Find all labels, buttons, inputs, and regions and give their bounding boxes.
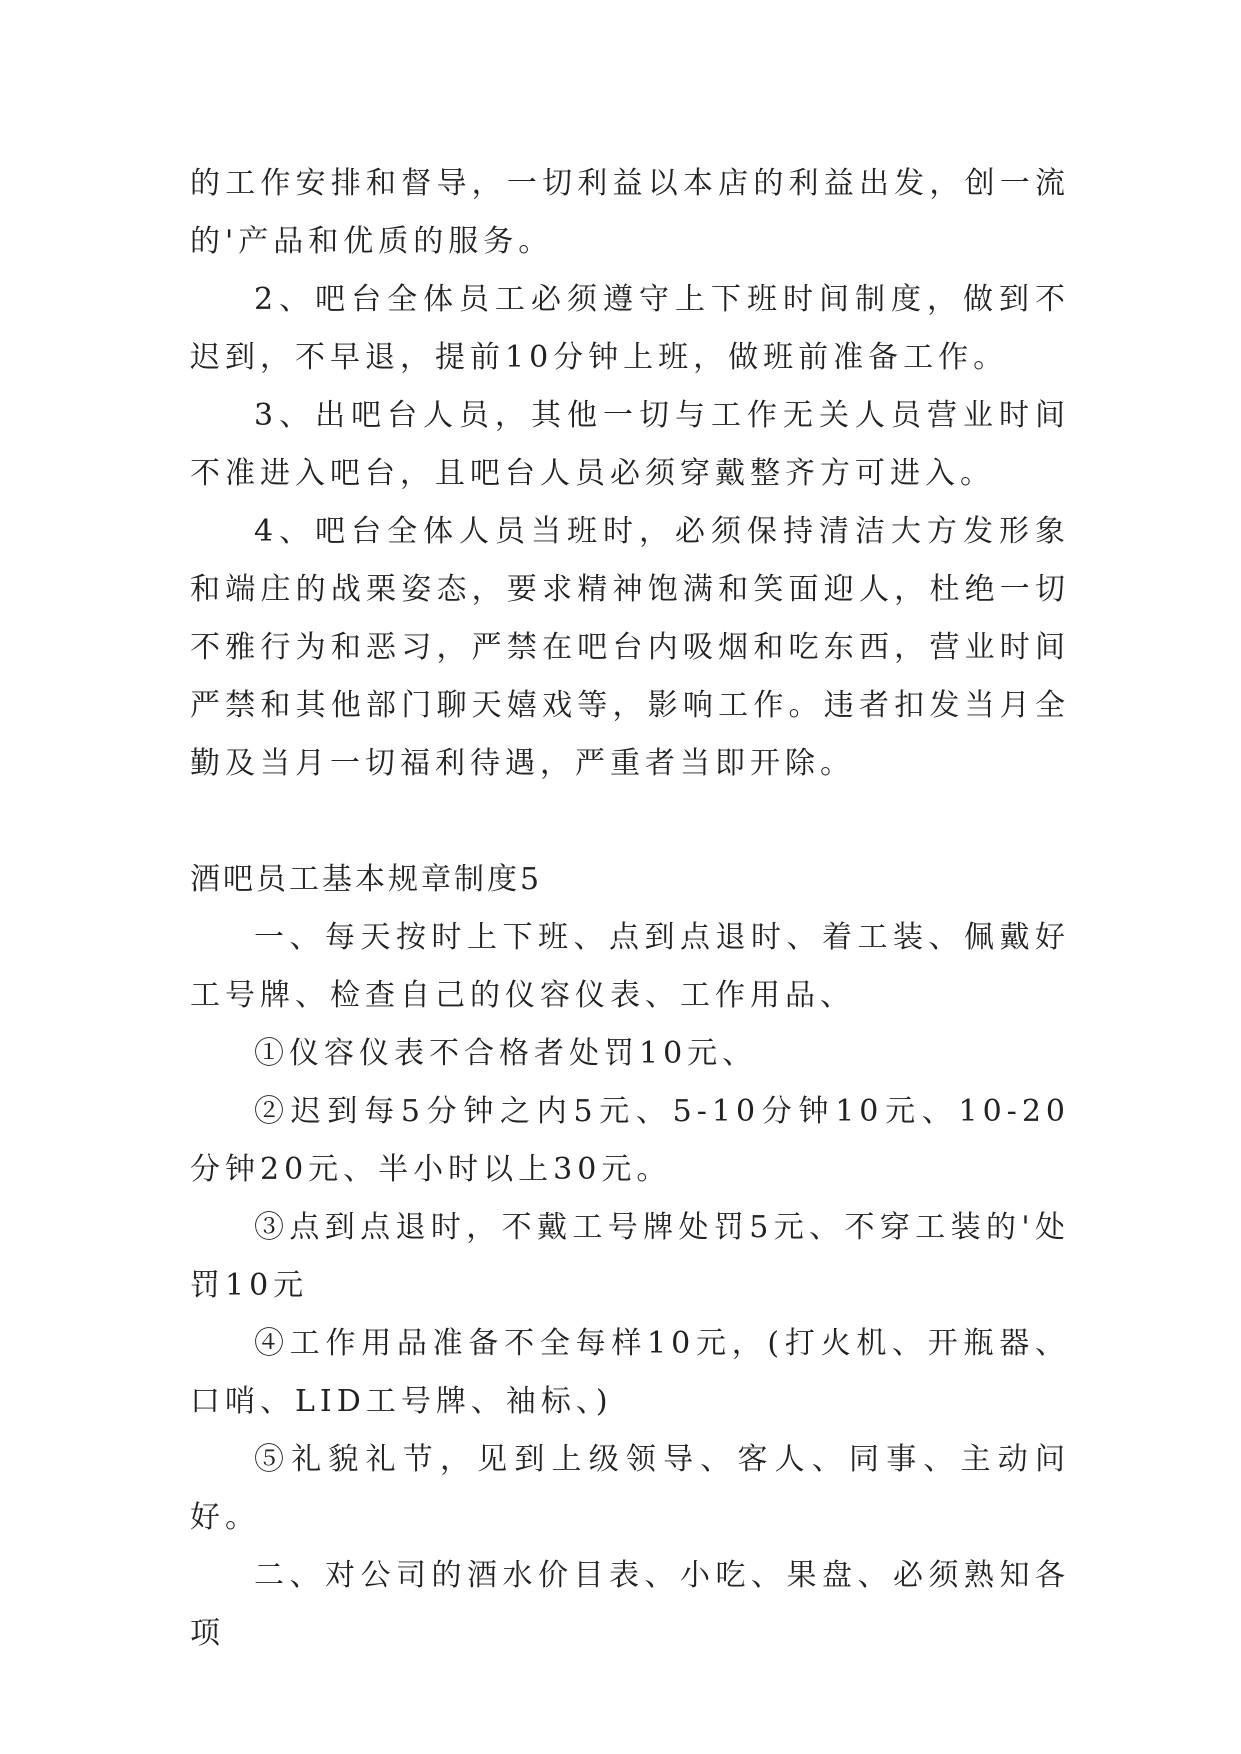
penalty-item-2: ②迟到每5分钟之内5元、5-10分钟10元、10-20分钟20元、半小时以上30元。 [190, 1094, 1070, 1187]
rule-item-1: 一、每天按时上下班、点到点退时、着工装、佩戴好工号牌、检查自己的仪容仪表、工作用品、 [190, 920, 1070, 1013]
rule-paragraph-3: 3、出吧台人员，其他一切与工作无关人员营业时间不准进入吧台，且吧台人员必须穿戴整齐方可进入。 [190, 398, 1070, 491]
rule-paragraph-4: 4、吧台全体人员当班时，必须保持清洁大方发形象和端庄的战栗姿态，要求精神饱满和笑面迎人，杜绝一切不雅行为和恶习，严禁在吧台内吸烟和吃东西，营业时间严禁和其他部门聊天嬉戏等，影响工作。违者扣发当月全勤及当月一切福利待遇，严重者当即开除。 [190, 514, 1070, 781]
courtesy-item-5: ⑤礼貌礼节，见到上级领导、客人、同事、主动问好。 [190, 1442, 1070, 1535]
penalty-item-1: ①仪容仪表不合格者处罚10元、 [254, 1036, 758, 1071]
document-body [190, 155, 1070, 1663]
rule-item-2: 二、对公司的酒水价目表、小吃、果盘、必须熟知各项 [190, 1558, 1070, 1651]
paragraph-continuation: 的工作安排和督导，一切利益以本店的利益出发，创一流的'产品和优质的服务。 [190, 166, 1070, 259]
section-title: 酒吧员工基本规章制度5 [190, 862, 543, 897]
rule-paragraph-2: 2、吧台全体员工必须遵守上下班时间制度，做到不迟到，不早退，提前10分钟上班，做班前准备工作。 [190, 282, 1070, 375]
penalty-item-4: ④工作用品准备不全每样10元，(打火机、开瓶器、口哨、LID工号牌、袖标、) [190, 1326, 1070, 1419]
penalty-item-3: ③点到点退时，不戴工号牌处罚5元、不穿工装的'处罚10元 [190, 1210, 1070, 1303]
